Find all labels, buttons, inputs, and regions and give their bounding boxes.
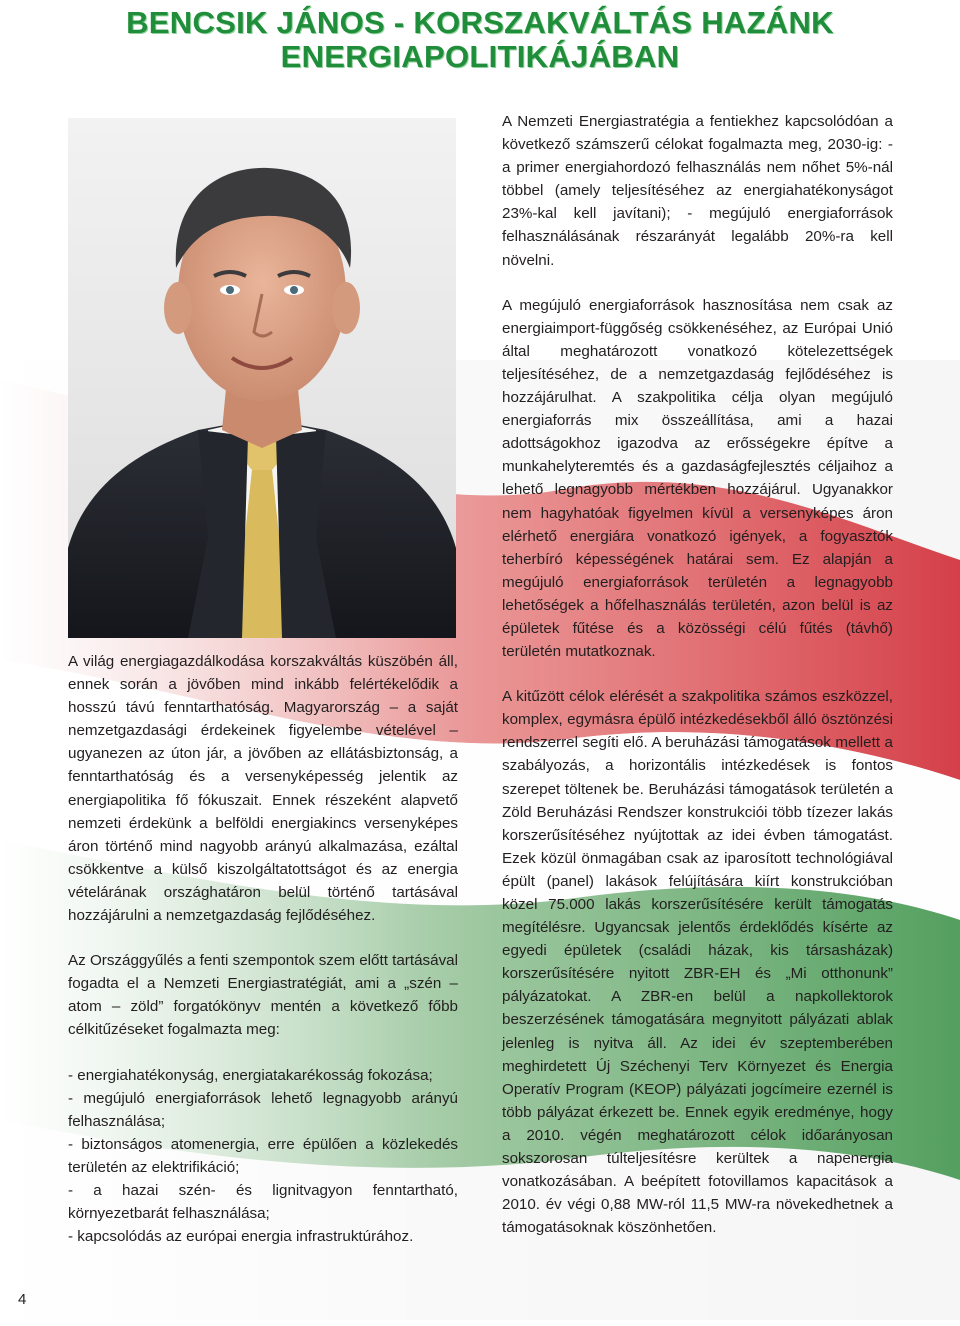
page-title [0,6,960,74]
goal-item: - biztonságos atomenergia, erre épülően a közlekedés területén az elektrifikáció; [68,1135,458,1176]
title-line-1: BENCSIK JÁNOS - KORSZAKVÁLTÁS HAZÁNK [126,5,834,40]
portrait-photo [68,118,456,638]
strategy-paragraph: Az Országgyűlés a fenti szempontok szem előtt tartásával fogadta el a Nemzeti Energiastratégiát, ami a „szén – atom – zöld” forgatókönyv mentén a következő főbb célkitűzéseket fogalmazta meg: [68,952,458,1039]
goal-item: - megújuló energiaforrások lehető legnagyobb arányú felhasználása; [68,1089,458,1130]
goal-item: - a hazai szén- és lignitvagyon fenntartható, környezetbarát felhasználása; [68,1181,458,1223]
goals-list [68,1064,458,1249]
page-number: 4 [18,1291,27,1308]
measures-paragraph: A kitűzött célok elérését a szakpolitika számos eszközzel, komplex, egymásra épülő intézkedésekből álló ösztönzési rendszerrel segíti elő. A beruházási támogatások mellett a szabályozás, a horizontális intézkedések is fontos szerepet töltenek be. Beruházási támogatások területén a Zöld Beruházási Rendszer konstrukciói több tízezer lakás korszerűsítéséhez nyújtottak az idei évben támogatást. Ezek közül önmagában csak az iparosított technológiával épült (panel) lakások felújítására kiírt konstrukcióban közel 75.000 lakás korszerűsítésére került támogatás megítélésre. Ugyancsak jelentős érdeklődés kísérte az egyedi épületek (családi házak, kis társasházak) korszerűsítésére nyitott ZBR-EH és „Mi otthonunk” pályázatokat. A ZBR-en belül a napkollektorok beszerzésének támogatására megnyitott pályázati ablak jelenleg is nyitva áll. Az idei év szeptemberében meghirdetett Új Széchenyi Terv Környezet és Energia Operatív Program (KEOP) pályázati jogcímeire ezernél is több pályázat érkezett be. Ennek egyik eredménye, hogy a 2010. végén meghatározott célok időarányosan sokszorosan túlteljesítésre kerültek a napenergia vonatkozásában. A beépített fotovillamos kapacitások a 2010. év végi 0,88 MW-ról 11,5 MW-ra növekedhetnek a támogatásoknak köszönhetően. [502,688,893,1237]
renewables-paragraph: A megújuló energiaforrások hasznosítása nem csak az energiaimport-függőség csökkenéséhez, az Európai Unió által meghatározott vonatkozó kötelezettségek teljesítéséhez, de a nemzetgazdaság fejlődéséhez is hozzájárulhat. A szakpolitika célja olyan megújuló energiaforrás mix összeállítása, ami a hazai adottságokhoz igazodva az erősségekre építve a munkahelyteremtés és a gazdaságfejlesztés céljaihoz a lehető legnagyobb mértékben hozzájárul. Ugyanakkor nem hagyhatóak figyelmen kívül a versenyképes áron elérhető energiára vonatkozó igények, a fogyasztók teherbíró képességének határai sem. Ez alapján a megújuló energiaforrások területén a legnagyobb lehetőségek a hőfelhasználás területén, azon belül is az épületek fűtése és a közösségi célú fűtés (távhő) területén mutatkoznak. [502,296,893,661]
targets-paragraph: A Nemzeti Energiastratégia a fentiekhez kapcsolódóan a következő számszerű célokat fogalmazta meg, 2030-ig: - a primer energiahordozó felhasználás nem nőhet 5%-nál többel (amely teljesítéséhez az energiahatékonyságot 23%-kal kell javítani); - megújuló energiaforrások felhasználásának részarányát legalább 20%-ra kell növelni. [502,113,893,269]
title-line-2: ENERGIAPOLITIKÁJÁBAN [280,39,680,74]
goal-item: - kapcsolódás az európai energia infrastruktúrához. [68,1228,414,1246]
goal-item: - energiahatékonyság, energiatakarékosság fokozása; [68,1066,433,1084]
left-column [68,650,458,1270]
intro-paragraph: A világ energiagazdálkodása korszakváltás küszöbén áll, ennek során a jövőben mind inkább felértékelődik a hosszú távú fenntarthatóság. Magyarország – a saját nemzetgazdasági érdekeinek figyelembe vételével – ugyanezen az úton jár, a jövőben az ellátásbiztonság, a fenntarthatóság és a versenyképesség jelentik az energiapolitika fő fókuszait. Ennek részeként alapvető nemzeti érdekünk a belföldi energiakincs versenyképes áron történő mind nagyobb arányú alkalmazása, ezáltal csökkentve a külső kiszolgáltatottságot és az energia vételárának országhatáron belül történő tartásával hozzájárulni a nemzetgazdaság fejlődéséhez. [68,653,458,925]
right-column [502,110,893,1261]
portrait-illustration [68,118,456,638]
